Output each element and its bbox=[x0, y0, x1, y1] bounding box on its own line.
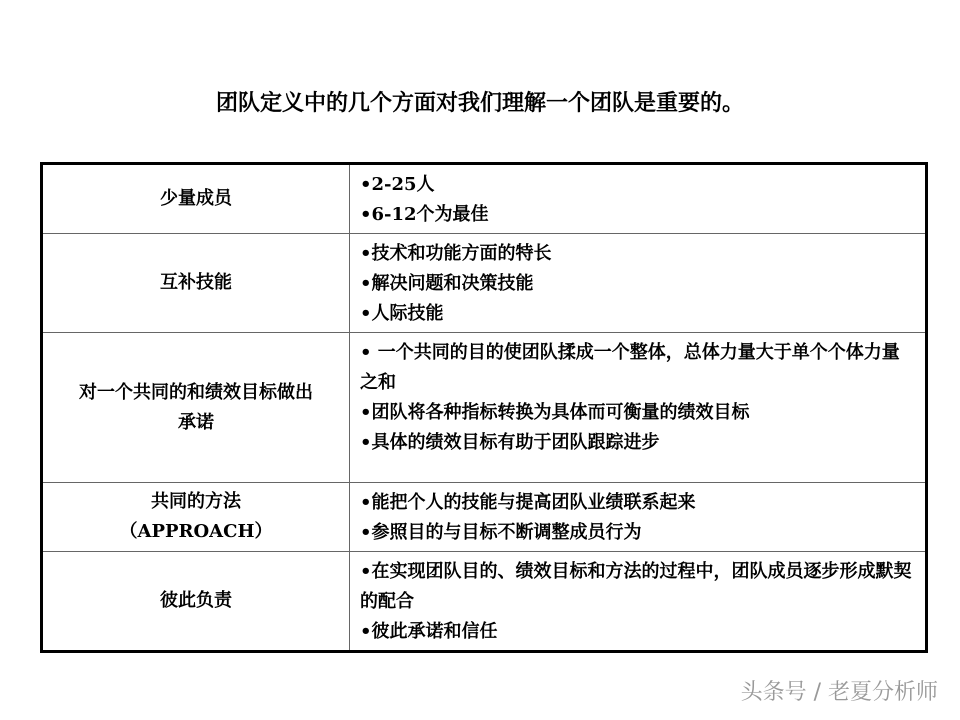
list-item: •能把个人的技能与提高团队业绩联系起来 bbox=[360, 492, 696, 513]
list-item: •人际技能 bbox=[360, 303, 444, 324]
row-values bbox=[350, 333, 927, 483]
row-values bbox=[350, 483, 927, 552]
list-item: •技术和功能方面的特长 bbox=[360, 243, 552, 264]
slide-title: 团队定义中的几个方面对我们理解一个团队是重要的。 bbox=[215, 90, 744, 116]
row-key-text: 对一个共同的和绩效目标做出承诺 bbox=[79, 381, 313, 433]
list-item: •6-12个为最佳 bbox=[360, 204, 489, 225]
table-row bbox=[42, 552, 927, 652]
row-key-text: 共同的方法（APPROACH） bbox=[119, 491, 273, 542]
watermark: 头条号 / 老夏分析师 bbox=[740, 680, 938, 705]
row-key: 彼此负责 bbox=[42, 552, 350, 652]
row-key bbox=[42, 333, 350, 483]
list-item: •解决问题和决策技能 bbox=[360, 273, 534, 294]
list-item: •在实现团队目的、绩效目标和方法的过程中，团队成员逐步形成默契的配合 bbox=[360, 561, 912, 612]
list-item: •具体的绩效目标有助于团队跟踪进步 bbox=[360, 432, 660, 453]
list-item: •参照目的与目标不断调整成员行为 bbox=[360, 522, 642, 543]
row-key bbox=[42, 483, 350, 552]
list-item: •彼此承诺和信任 bbox=[360, 621, 498, 642]
row-values bbox=[350, 552, 927, 652]
row-values bbox=[350, 164, 927, 234]
row-key: 互补技能 bbox=[42, 234, 350, 333]
table-row bbox=[42, 483, 927, 552]
table-row bbox=[42, 333, 927, 483]
row-values bbox=[350, 234, 927, 333]
table-row bbox=[42, 234, 927, 333]
list-item: • 一个共同的目的使团队揉成一个整体，总体力量大于单个个体力量之和 bbox=[360, 342, 900, 393]
list-item: •团队将各种指标转换为具体而可衡量的绩效目标 bbox=[360, 402, 750, 423]
row-key: 少量成员 bbox=[42, 164, 350, 234]
table-row bbox=[42, 164, 927, 234]
team-definition-table bbox=[40, 162, 928, 653]
list-item: •2-25人 bbox=[360, 174, 435, 195]
